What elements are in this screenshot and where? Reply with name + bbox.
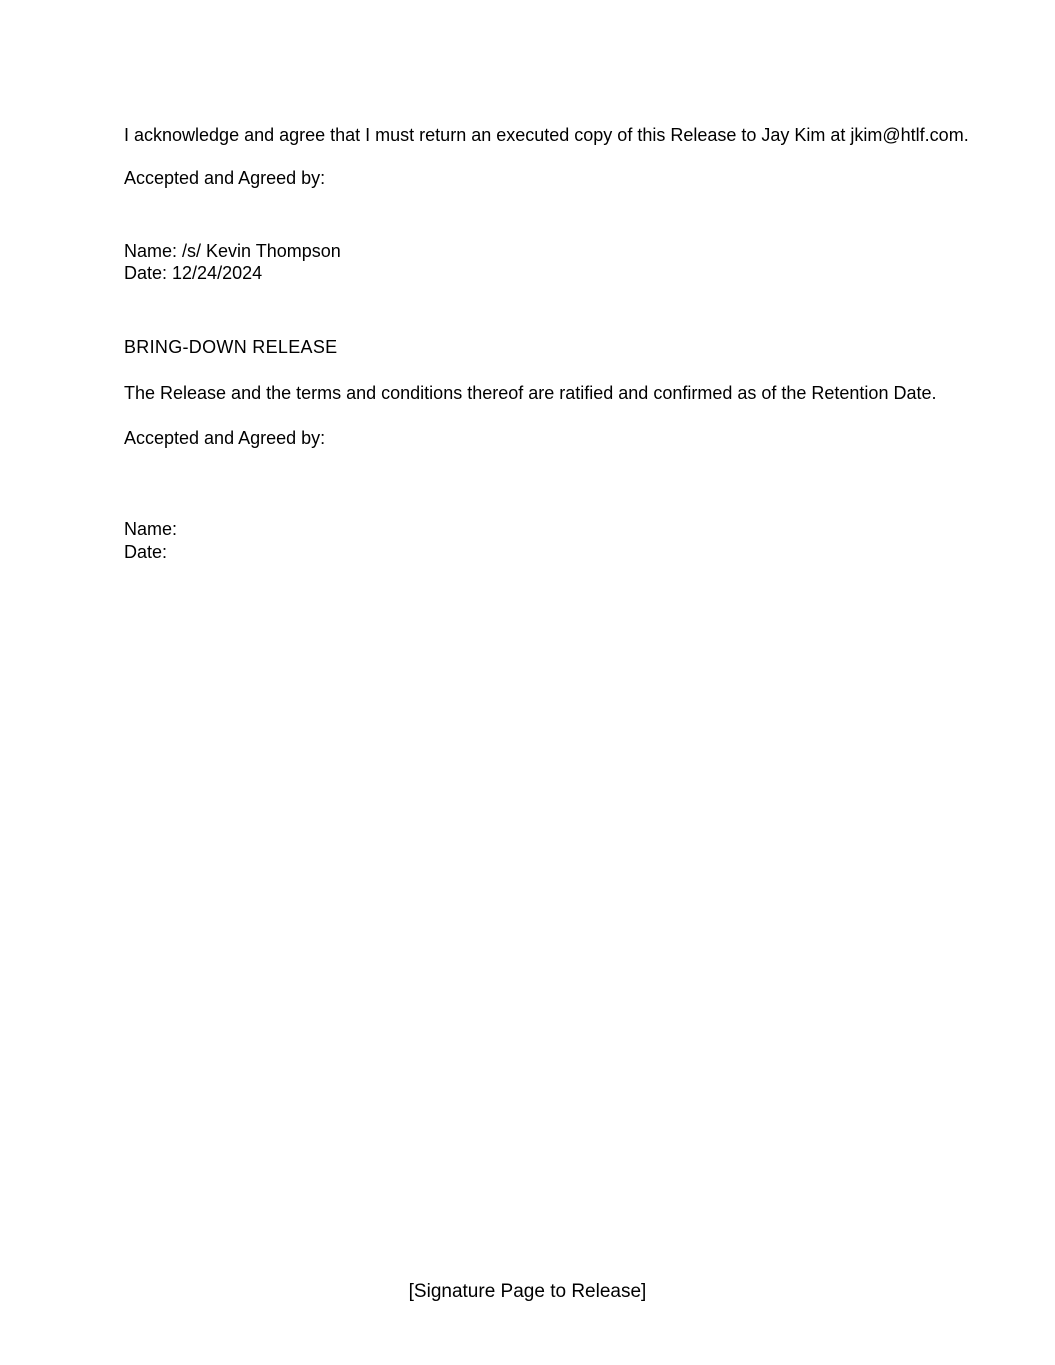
acknowledgment-paragraph: I acknowledge and agree that I must return an executed copy of this Release to Jay Kim at jkim@htlf.com.: [124, 125, 969, 145]
signature-page-footer: [Signature Page to Release]: [408, 1281, 647, 1302]
ratification-paragraph: The Release and the terms and conditions thereof are ratified and confirmed as of the Retention Date.: [124, 383, 937, 403]
accepted-agreed-label: Accepted and Agreed by:: [124, 168, 326, 188]
bring-down-date-line: Date:: [124, 542, 168, 562]
bring-down-release-heading: BRING-DOWN RELEASE: [124, 337, 338, 357]
signatory-name-line: Name: /s/ Kevin Thompson: [124, 241, 341, 261]
bring-down-name-line: Name:: [124, 519, 178, 539]
bring-down-accepted-agreed-label: Accepted and Agreed by:: [124, 428, 326, 448]
signature-date-line: Date: 12/24/2024: [124, 263, 263, 283]
